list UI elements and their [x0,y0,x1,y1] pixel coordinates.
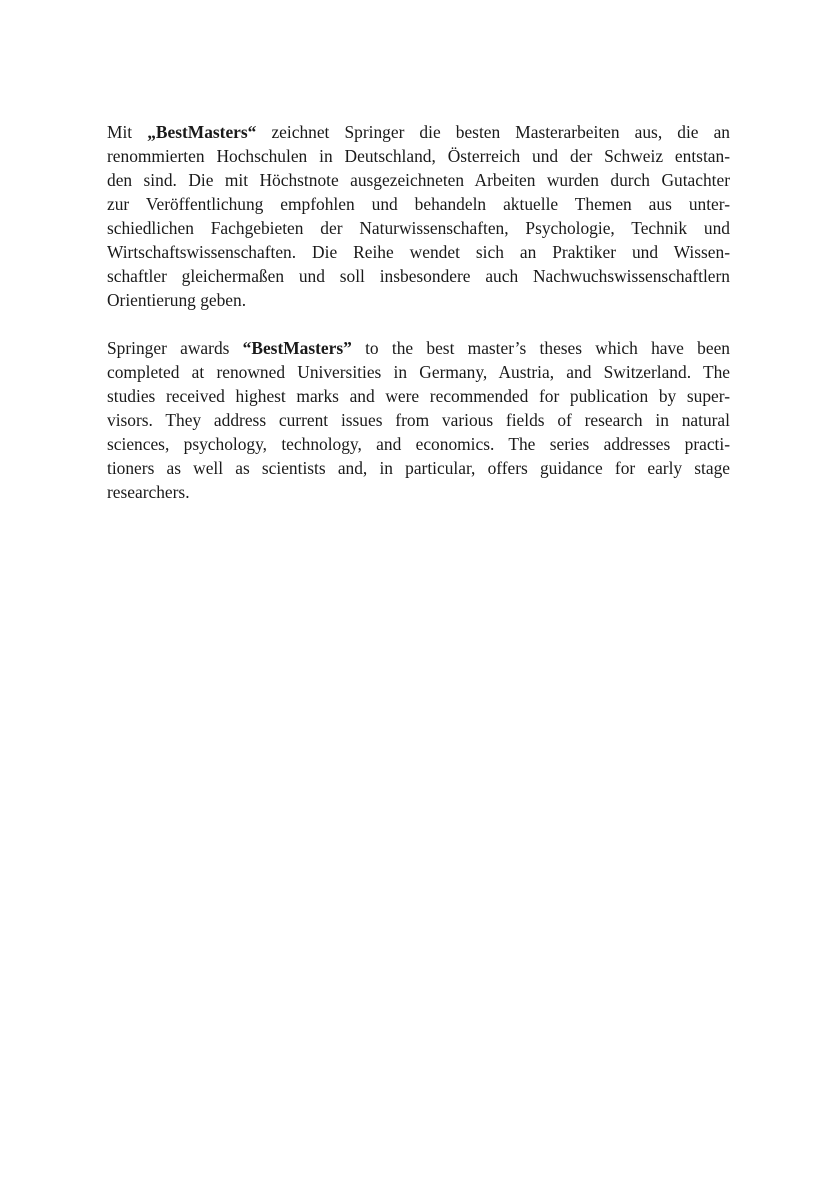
text-line: studies received highest marks and were recommended for publication by super- [107,386,730,406]
english-description-paragraph [107,336,730,504]
text-line: completed at renowned Universities in Germany, Austria, and Switzerland. The [107,362,730,382]
text-line: visors. They address current issues from various fields of research in natural [107,410,730,430]
text-line: Wirtschaftswissenschaften. Die Reihe wendet sich an Praktiker und Wissen- [107,242,730,262]
text-line: schaftler gleichermaßen und soll insbesondere auch Nachwuchswissenschaftlern [107,266,730,286]
text-line [107,120,730,144]
text-line: schiedlichen Fachgebieten der Naturwissenschaften, Psychologie, Technik und [107,218,730,238]
text-line: sciences, psychology, technology, and economics. The series addresses practi- [107,434,730,454]
text-line: renommierten Hochschulen in Deutschland, Österreich und der Schweiz entstan- [107,146,730,166]
text-line: researchers. [107,482,190,502]
text-segment: zeichnet Springer die besten Masterarbeiten aus, die an [256,122,730,142]
text-segment: to the best master’s theses which have been [351,338,730,358]
series-name-de: „BestMasters“ [147,122,257,142]
text-line: Orientierung geben. [107,290,247,310]
text-line: den sind. Die mit Höchstnote ausgezeichneten Arbeiten wurden durch Gutachter [107,170,730,190]
text-line: zur Veröffentlichung empfohlen und behandeln aktuelle Themen aus unter- [107,194,730,214]
text-segment: Mit [107,122,148,142]
series-name-en: “BestMasters” [242,338,352,358]
text-line [107,336,730,360]
german-description-paragraph [107,120,730,312]
text-line: tioners as well as scientists and, in particular, offers guidance for early stage [107,458,730,478]
text-segment: Springer awards [107,338,243,358]
